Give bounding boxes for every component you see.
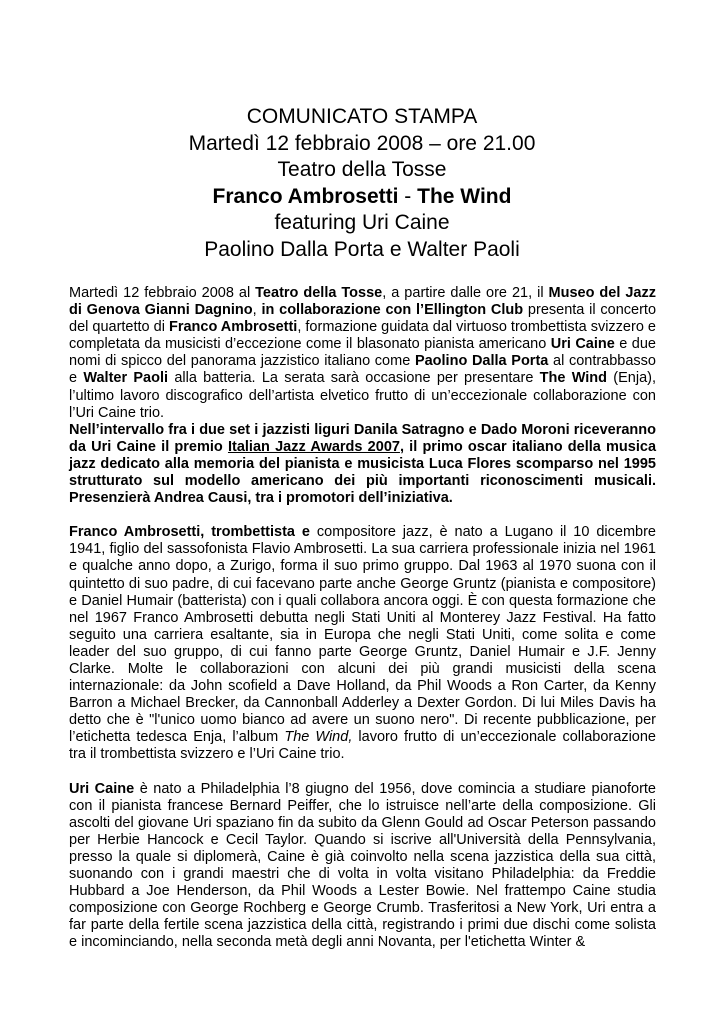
header-title: COMUNICATO STAMPA [246,105,478,128]
bold-run: Franco Ambrosetti [168,319,298,336]
header-featuring: featuring Uri Caine [274,211,450,235]
text-run: è nato a Philadelphia l’8 giugno del 1956, dove comincia a studiare pianoforte con il pianista francese Bernard Peiffer, che lo istruisce nell’arte della composizione. Gli ascolti del giovane Uri spaziano fin da subito da Glenn Gould ad Oscar Peterson passando per Herbie Hancock e Cecil Taylor. Quando si iscrive all'Università della Pennsylvania, presso la quale si diplomerà, Caine è già coinvolto nella scena jazzistica della sua città, suonando con i grandi maestri che di volta in volta visitano Philadelphia: da Freddie Hubbard a Joe Henderson, da Phil Woods a Lester Bowie. Nel frattempo Caine studia composizione con George Rochberg e George Crumb. Trasferitosi a New York, Uri entra a far parte della fertile scena jazzistica della città, registrando i primi due dischi come solista e incominciando, nella seconda metà degli anni Novanta, per l'etichetta Winter & [69,780,656,951]
headliner-name: Franco Ambrosetti [212,184,399,208]
paragraph-event [69,285,656,507]
italic-run: The Wind, [284,729,353,746]
bold-run: Uri Caine [550,336,615,353]
bold-run: , il primo oscar italiano della musica jazz dedicato alla memoria del pianista e musicista Luca Flores scomparso nel 1995 strutturato sul modello americano dei più importanti riconoscimenti musicali. Presenzierà Andrea Causi, tra i promotori dell’iniziativa. [69,438,657,507]
bold-run: Teatro della Tosse [255,285,383,301]
bold-run: Nell’intervallo fra i due set i jazzisti liguri Danila Satragno e Dado Moroni riceveranno da Uri Caine il premio [69,421,656,455]
bold-run: The Wind [539,370,608,387]
paragraph-caine-bio [69,781,656,952]
text-run: (Enja), l’ultimo lavoro discografico dell’artista elvetico frutto di un’eccezionale collaborazione con l’Uri Caine trio. [69,370,656,421]
text-run: alla batteria. La serata sarà occasione per presentare [168,370,540,387]
bold-run: Uri Caine [69,780,135,797]
bold-run: Franco Ambrosetti, trombettista e [69,524,310,541]
text-run: al contrabbasso e [69,353,656,387]
text-run: , a partire dalle ore 21, il [382,285,549,301]
paragraph-ambrosetti-bio [69,524,656,763]
bold-run: in collaborazione con l’Ellington Club [261,302,524,319]
bold-run: Paolino Dalla Porta [414,353,549,370]
bold-run: Museo del Jazz di Genova Gianni Dagnino [69,285,657,319]
text-run: , [252,302,262,319]
header-musicians: Paolino Dalla Porta e Walter Paoli [204,237,520,261]
press-release-header [40,104,684,264]
header-date: Martedì 12 febbraio 2008 – ore 21.00 [188,131,536,155]
text-run: compositore jazz, è nato a Lugano il 10 dicembre 1941, figlio del sassofonista Flavio Ambrosetti. La sua carriera professionale inizia nel 1961 e qualche anno dopo, a Zurigo, forma il suo primo gruppo. Dal 1963 al 1970 suona con il quintetto di suo padre, di cui facevano parte anche George Gruntz (pianista e compositore) e Daniel Humair (batterista) con i quali collabora ancora oggi. È con questa formazione che nel 1967 Franco Ambrosetti debutta negli Stati Uniti al Monterey Jazz Festival. Ha fatto seguito una carriera esaltante, sia in Europa che negli Stati Uniti, come solita e come leader del suo gruppo, di cui fanno parte George Gruntz, Daniel Humair e J.F. Jenny Clarke. Molte le collaborazioni con alcuni dei più grandi musicisti della scena internazionale: da John scofield a Dave Holland, da Phil Woods a Ron Carter, da Kenny Barron a Michael Brecker, da Cannonball Adderley a Dexter Gordon. Di lui Miles Davis ha detto che è "l'unico uomo bianco ad avere un suono nero". Di recente pubblicazione, per l’etichetta tedesca Enja, l’album [69,524,656,746]
text-run: lavoro frutto di un’eccezionale collaborazione tra il trombettista svizzero e l’Uri Caine trio. [69,729,656,763]
header-venue: Teatro della Tosse [277,158,447,182]
document-body [69,285,656,951]
text-run: presenta il concerto del quartetto di [69,302,657,336]
headliner-separator: - [398,184,418,208]
text-run: , formazione guidata dal virtuoso trombettista svizzero e completata da musicisti d’eccezione come il blasonato pianista americano [69,319,656,353]
award-name: Italian Jazz Awards 2007 [227,438,400,455]
text-run: Martedì 12 febbraio 2008 al [69,285,256,301]
bold-run: Walter Paoli [83,370,169,387]
header-headliner [40,184,684,211]
album-title: The Wind [417,184,512,208]
text-run: e due nomi di spicco del panorama jazzistico italiano come [69,336,656,370]
